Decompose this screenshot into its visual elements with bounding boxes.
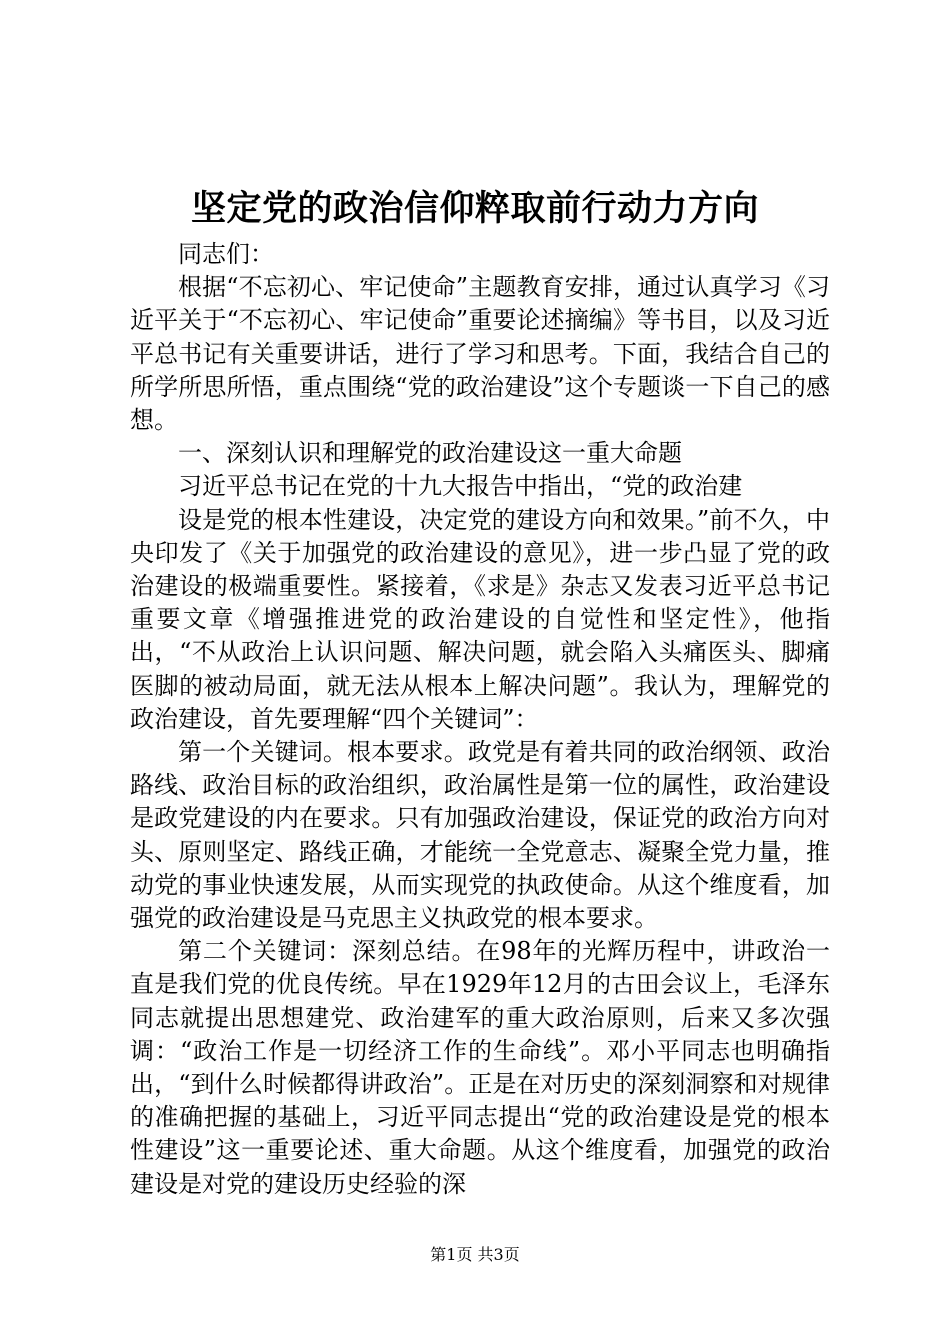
document-title: 坚定党的政治信仰粹取前行动力方向 bbox=[190, 188, 759, 229]
section-heading: 一、深刻认识和理解党的政治建设这一重大命题 bbox=[178, 439, 682, 468]
document-body bbox=[130, 238, 830, 1201]
body-paragraph: 设是党的根本性建设，决定党的建设方向和效果。”前不久，中央印发了《关于加强党的政治建设的意见》，进一步凸显了党的政治建设的极端重要性。紧接着，《求是》杂志又发表习近平总书记重要文章《增强推进党的政治建设的自觉性和坚定性》，他指出，“不从政治上认识问题、解决问题，就会陷入头痛医头、脚痛医脚的被动局面，就无法从根本上解决问题”。我认为，理解党的政治建设，首先要理解“四个关键词”： bbox=[130, 505, 830, 733]
body-paragraph: 第一个关键词。根本要求。政党是有着共同的政治纲领、政治路线、政治目标的政治组织，政治属性是第一位的属性，政治建设是政党建设的内在要求。只有加强政治建设，保证党的政治方向对头、原则坚定、路线正确，才能统一全党意志、凝聚全党力量，推动党的事业快速发展，从而实现党的执政使命。从这个维度看，加强党的政治建设是马克思主义执政党的根本要求。 bbox=[130, 738, 830, 933]
body-paragraph: 根据“不忘初心、牢记使命”主题教育安排，通过认真学习《习近平关于“不忘初心、牢记使命”重要论述摘编》等书目，以及习近平总书记有关重要讲话，进行了学习和思考。下面，我结合自己的所学所思所悟，重点围绕“党的政治建设”这个专题谈一下自己的感想。 bbox=[130, 273, 830, 435]
body-paragraph: 第二个关键词：深刻总结。在98年的光辉历程中，讲政治一直是我们党的优良传统。早在1929年12月的古田会议上，毛泽东同志就提出思想建党、政治建军的重大政治原则，后来又多次强调：“政治工作是一切经济工作的生命线”。邓小平同志也明确指出，“到什么时候都得讲政治”。正是在对历史的深刻洞察和对规律的准确把握的基础上，习近平同志提出“党的政治建设是党的根本性建设”这一重要论述、重大命题。从这个维度看，加强党的政治建设是对党的建设历史经验的深 bbox=[130, 937, 830, 1198]
body-paragraph: 习近平总书记在党的十九大报告中指出，“党的政治建 bbox=[178, 472, 743, 501]
salutation: 同志们： bbox=[178, 240, 274, 268]
page-footer: 第1页 共3页 bbox=[430, 1245, 520, 1264]
